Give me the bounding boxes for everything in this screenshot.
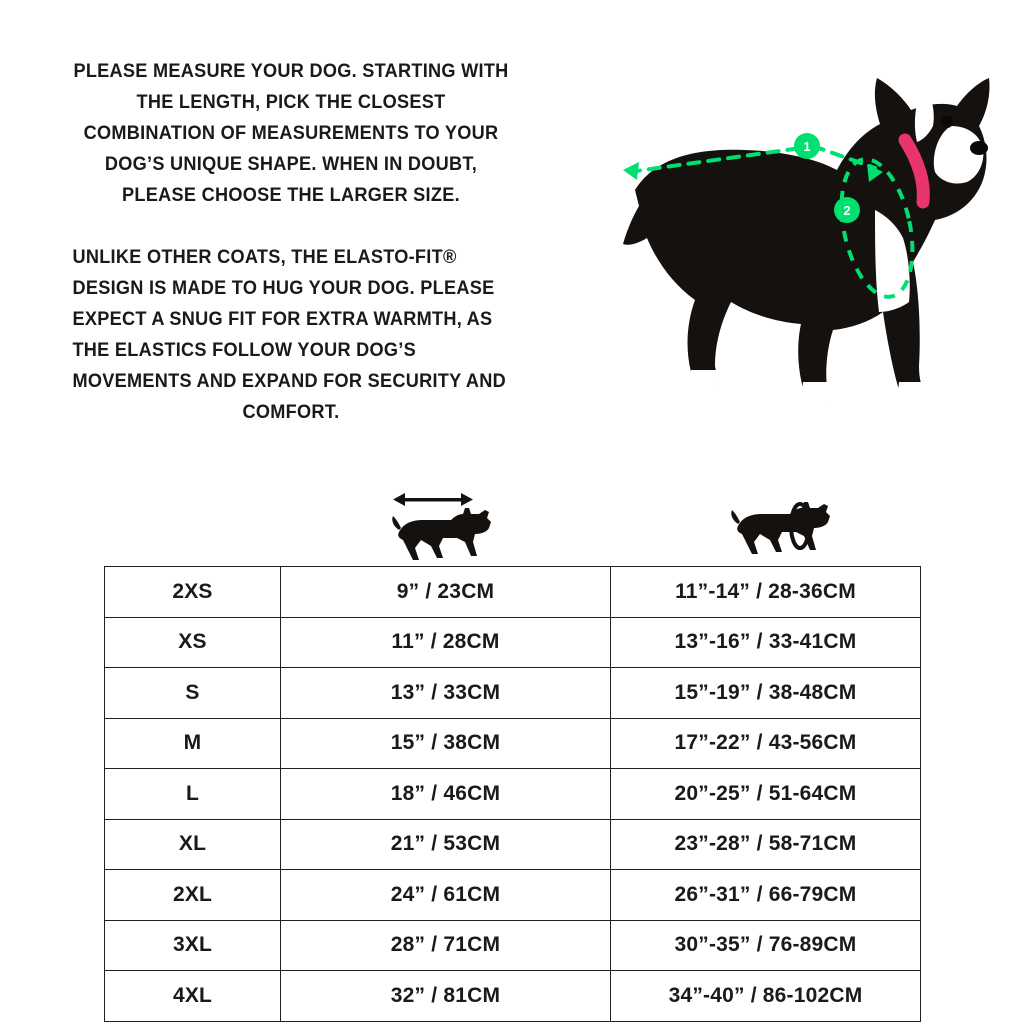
cell-size: M [105,718,281,769]
table-row [105,870,921,921]
table-row [105,819,921,870]
intro-paragraph-2: UNLIKE OTHER COATS, THE ELASTO-FIT® DESIGN IS MADE TO HUG YOUR DOG. PLEASE EXPECT A SNUG FIT FOR EXTRA WARMTH, AS THE ELASTICS FOLLOW YOUR DOG’S MOVEMENTS AND EXPAND FOR SECURITY AND COMFORT. [72,246,506,423]
cell-size: S [105,668,281,719]
cell-length: 15” / 38CM [281,718,611,769]
table-row [105,920,921,971]
cell-length: 28” / 71CM [281,920,611,971]
cell-girth: 30”-35” / 76-89CM [611,920,921,971]
marker-2-label: 2 [843,203,851,218]
cell-size: 2XS [105,567,281,618]
cell-size: 2XL [105,870,281,921]
intro-paragraph-1: PLEASE MEASURE YOUR DOG. STARTING WITH THE LENGTH, PICK THE CLOSEST COMBINATION OF MEASUREMENTS TO YOUR DOG’S UNIQUE SHAPE. WHEN IN DOUBT, PLEASE CHOOSE THE LARGER SIZE. [73,60,509,206]
column-icons-row [104,466,920,566]
cell-size: L [105,769,281,820]
cell-girth: 23”-28” / 58-71CM [611,819,921,870]
dog-body-shape [623,78,990,402]
dog-girth-icon [728,486,840,566]
table-row [105,718,921,769]
table-row [105,769,921,820]
cell-girth: 17”-22” / 43-56CM [611,718,921,769]
cell-size: 3XL [105,920,281,971]
cell-girth: 15”-19” / 38-48CM [611,668,921,719]
cell-length: 24” / 61CM [281,870,611,921]
cell-size: 4XL [105,971,281,1022]
size-chart-body [105,567,921,1022]
table-row [105,971,921,1022]
marker-1-label: 1 [803,139,811,154]
table-row [105,668,921,719]
cell-girth: 34”-40” / 86-102CM [611,971,921,1022]
cell-size: XL [105,819,281,870]
table-row [105,567,921,618]
size-chart-table [104,566,921,1022]
cell-length: 13” / 33CM [281,668,611,719]
cell-girth: 20”-25” / 51-64CM [611,769,921,820]
table-row [105,617,921,668]
cell-length: 11” / 28CM [281,617,611,668]
intro-text-block [56,56,526,428]
girth-icon-cell [610,466,958,566]
cell-size: XS [105,617,281,668]
cell-length: 9” / 23CM [281,567,611,618]
cell-girth: 13”-16” / 33-41CM [611,617,921,668]
length-icon-cell [280,466,610,566]
cell-girth: 26”-31” / 66-79CM [611,870,921,921]
cell-length: 18” / 46CM [281,769,611,820]
dog-length-icon [389,486,501,566]
cell-length: 21” / 53CM [281,819,611,870]
cell-length: 32” / 81CM [281,971,611,1022]
dog-measurement-diagram [575,30,995,430]
cell-girth: 11”-14” / 28-36CM [611,567,921,618]
